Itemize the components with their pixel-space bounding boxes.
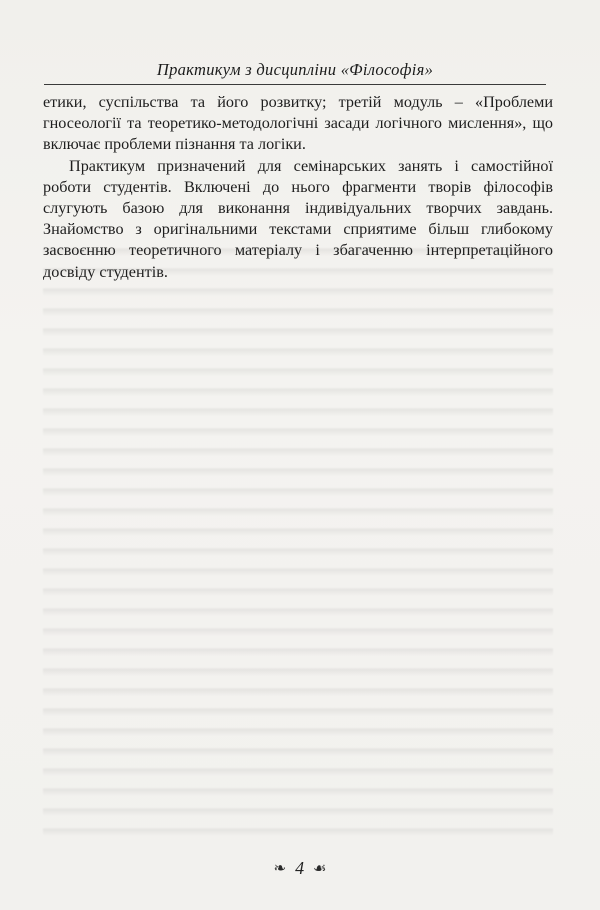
header-title: Практикум з дисципліни «Філософія» <box>156 60 434 79</box>
page-footer <box>0 858 600 879</box>
paragraph-2: Практикум призначений для семінарських занять і самостійної роботи студентів. Включені до нього фрагменти творів філософів слугують базою для виконання індивідуальних творчих завдань. Знайомство з оригінальними текстами сприятиме більш глибокому засвоєнню теоретичного матеріалу і збагаченню інтерпретаційного досвіду студентів. <box>43 156 553 281</box>
paragraph-1: етики, суспільства та його розвитку; третій модуль – «Проблеми гносеології та теоретико-методологічні засади логічного мислення», що включає проблеми пізнання та логіки. <box>43 93 553 154</box>
right-fleuron-icon: ☙ <box>313 859 327 877</box>
show-through-texture <box>43 236 553 836</box>
running-header <box>44 58 546 85</box>
page-number: 4 <box>295 858 305 878</box>
left-fleuron-icon: ❧ <box>273 859 287 877</box>
